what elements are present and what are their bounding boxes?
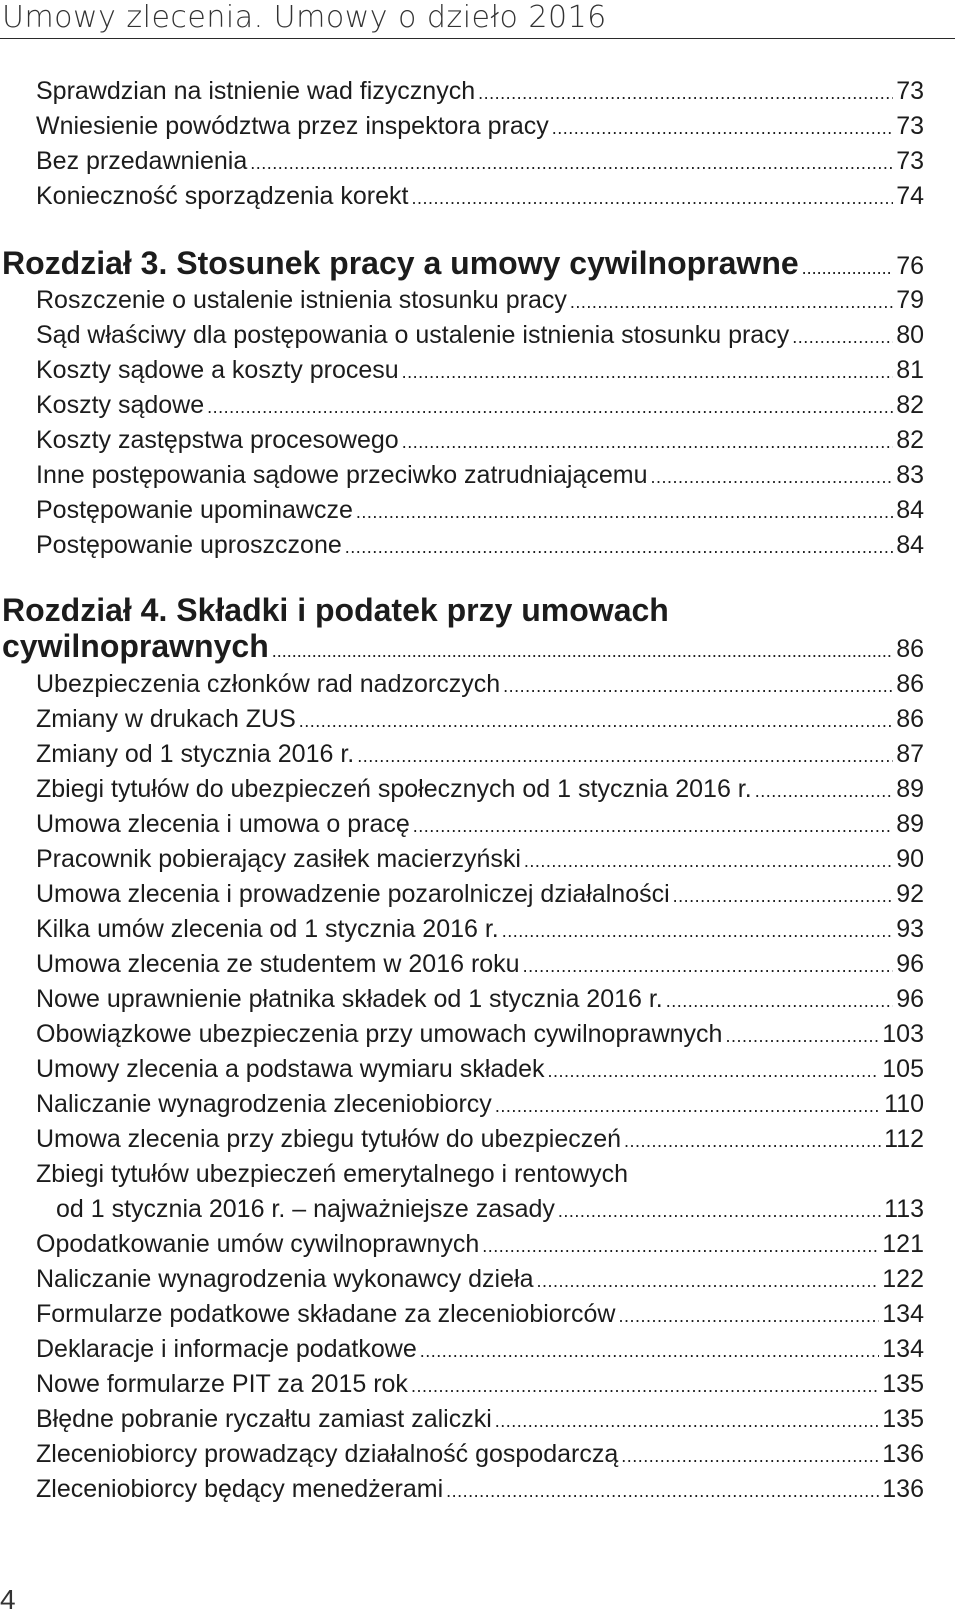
dot-leader: [411, 182, 893, 214]
dot-leader: [411, 1370, 879, 1402]
toc-entry[interactable]: [36, 948, 924, 982]
toc-entry-label: Kilka umów zlecenia od 1 stycznia 2016 r.: [36, 915, 499, 943]
chapter-heading[interactable]: [2, 245, 924, 286]
chapter-page: 86: [896, 635, 924, 663]
toc-entry[interactable]: [36, 913, 924, 947]
toc-entry-page: 105: [882, 1055, 924, 1083]
dot-leader: [272, 633, 893, 669]
chapter-title-line1[interactable]: Rozdział 4. Składki i podatek przy umowach: [2, 592, 669, 628]
toc-entry[interactable]: [36, 1333, 924, 1367]
toc-entry-label: Sąd właściwy dla postępowania o ustalenie istnienia stosunku pracy: [36, 321, 790, 349]
dot-leader: [482, 1230, 879, 1262]
dot-leader: [503, 670, 893, 702]
dot-leader: [402, 356, 894, 388]
toc-entry[interactable]: [36, 1298, 924, 1332]
toc-entry[interactable]: [36, 1368, 924, 1402]
toc-entry[interactable]: [36, 808, 924, 842]
toc-entry[interactable]: [36, 145, 924, 179]
toc-entry-page: 122: [882, 1265, 924, 1293]
toc-entry-label: Inne postępowania sądowe przeciwko zatrudniającemu: [36, 461, 648, 489]
dot-leader: [356, 496, 893, 528]
toc-entry-page: 73: [896, 112, 924, 140]
toc-entry-page: 82: [896, 426, 924, 454]
toc-entry-page: 90: [896, 845, 924, 873]
chapter-title: cywilnoprawnych: [2, 628, 269, 664]
toc-entry-label: Formularze podatkowe składane za zleceniobiorców: [36, 1300, 616, 1328]
dot-leader: [552, 112, 893, 144]
dot-leader: [495, 1405, 880, 1437]
dot-leader: [536, 1265, 879, 1297]
toc-entry-label: Umowy zlecenia a podstawa wymiaru składek: [36, 1055, 545, 1083]
toc-entry-page: 83: [896, 461, 924, 489]
toc-entry-label: Konieczność sporządzenia korekt: [36, 182, 409, 210]
toc-entry[interactable]: [36, 1403, 924, 1437]
toc-entry-page: 136: [882, 1440, 924, 1468]
running-header: [0, 0, 955, 39]
toc-entry[interactable]: [36, 110, 924, 144]
toc-entry-label: Roszczenie o ustalenie istnienia stosunku pracy: [36, 286, 567, 314]
toc-entry-label: Obowiązkowe ubezpieczenia przy umowach cywilnoprawnych: [36, 1020, 723, 1048]
toc-entry-page: 92: [896, 880, 924, 908]
toc-entry-label: Bez przedawnienia: [36, 147, 248, 175]
toc-entry[interactable]: [36, 983, 924, 1017]
toc-entry-label: Naliczanie wynagrodzenia zleceniobiorcy: [36, 1090, 492, 1118]
toc-entry-page: 81: [896, 356, 924, 384]
chapter-heading[interactable]: [2, 628, 924, 669]
toc-entry[interactable]: [36, 668, 924, 702]
toc-entry-label: Koszty sądowe a koszty procesu: [36, 356, 399, 384]
toc-entry[interactable]: [36, 773, 924, 807]
toc-entry[interactable]: [36, 319, 924, 353]
toc-entry-page: 113: [884, 1195, 924, 1223]
toc-entry-page: 134: [882, 1335, 924, 1363]
dot-leader: [495, 1090, 881, 1122]
toc-entry[interactable]: [56, 1193, 924, 1227]
toc-entry-label: Naliczanie wynagrodzenia wykonawcy dzieła: [36, 1265, 534, 1293]
toc-entry-page: 84: [896, 531, 924, 559]
dot-leader: [446, 1475, 879, 1507]
toc-entry-page: 121: [882, 1230, 924, 1258]
toc-entry-page: 136: [882, 1475, 924, 1503]
chapter-page: 76: [896, 252, 924, 280]
toc-entry-page: 86: [896, 705, 924, 733]
toc-entry-page: 96: [896, 985, 924, 1013]
toc-entry[interactable]: [36, 354, 924, 388]
toc-entry[interactable]: [36, 1123, 924, 1157]
dot-leader: [548, 1055, 880, 1087]
toc-entry-label: Zleceniobiorcy prowadzący działalność gospodarczą: [36, 1440, 619, 1468]
toc-entry-page: 73: [896, 147, 924, 175]
toc-entry-label: Nowe formularze PIT za 2015 rok: [36, 1370, 408, 1398]
dot-leader: [725, 1020, 879, 1052]
dot-leader: [345, 531, 893, 563]
toc-entry[interactable]: [36, 459, 924, 493]
toc-entry-label: Umowa zlecenia ze studentem w 2016 roku: [36, 950, 520, 978]
dot-leader: [792, 321, 893, 353]
toc-entry[interactable]: [36, 180, 924, 214]
dot-leader: [250, 147, 893, 179]
toc-entry-page: 112: [884, 1125, 924, 1153]
dot-leader: [413, 810, 893, 842]
toc-entry[interactable]: [36, 75, 924, 109]
toc-entry[interactable]: [36, 1053, 924, 1087]
toc-entry[interactable]: [36, 1088, 924, 1122]
toc-entry-label-line1[interactable]: Zbiegi tytułów ubezpieczeń emerytalnego i rentowych: [36, 1160, 628, 1188]
toc-entry-page: 74: [896, 182, 924, 210]
dot-leader: [755, 775, 893, 807]
toc-entry-label: Umowa zlecenia i prowadzenie pozarolniczej działalności: [36, 880, 670, 908]
toc-entry-page: 135: [882, 1405, 924, 1433]
toc-entry[interactable]: [36, 389, 924, 423]
dot-leader: [502, 915, 893, 947]
toc-entry-label: Sprawdzian na istnienie wad fizycznych: [36, 77, 476, 105]
toc-entry[interactable]: [36, 1018, 924, 1052]
toc-entry[interactable]: [36, 738, 924, 772]
toc-entry[interactable]: [36, 284, 924, 318]
toc-entry-label: Koszty sądowe: [36, 391, 205, 419]
dot-leader: [357, 740, 893, 772]
toc-entry-label: Koszty zastępstwa procesowego: [36, 426, 399, 454]
toc-entry-page: 86: [896, 670, 924, 698]
toc-entry[interactable]: [36, 703, 924, 737]
dot-leader: [558, 1195, 881, 1227]
toc-entry-page: 89: [896, 810, 924, 838]
chapter-title: Rozdział 3. Stosunek pracy a umowy cywilnoprawne: [2, 245, 799, 281]
dot-leader: [666, 985, 893, 1017]
toc-entry-page: 87: [896, 740, 924, 768]
toc-entry[interactable]: [36, 424, 924, 458]
toc-entry-page: 84: [896, 496, 924, 524]
toc-entry[interactable]: [36, 1473, 924, 1507]
dot-leader: [618, 1300, 879, 1332]
running-title: Umowy zlecenia. Umowy o dzieło 2016: [2, 0, 607, 35]
dot-leader: [207, 391, 893, 423]
toc-entry-label: Nowe uprawnienie płatnika składek od 1 stycznia 2016 r.: [36, 985, 663, 1013]
dot-leader: [420, 1335, 880, 1367]
toc-entry[interactable]: [36, 843, 924, 877]
toc-entry-page: 79: [896, 286, 924, 314]
toc-entry-label: Opodatkowanie umów cywilnoprawnych: [36, 1230, 480, 1258]
toc-entry[interactable]: [36, 1438, 924, 1472]
toc-entry-label: Postępowanie upominawcze: [36, 496, 353, 524]
toc-entry-page: 103: [882, 1020, 924, 1048]
toc-entry-label: Postępowanie uproszczone: [36, 531, 342, 559]
dot-leader: [673, 880, 894, 912]
toc-entry-label: Wniesienie powództwa przez inspektora pracy: [36, 112, 549, 140]
dot-leader: [402, 426, 894, 458]
toc-entry-label: Błędne pobranie ryczałtu zamiast zaliczki: [36, 1405, 492, 1433]
dot-leader: [570, 286, 893, 318]
dot-leader: [650, 461, 893, 493]
dot-leader: [624, 1125, 881, 1157]
toc-entry-page: 89: [896, 775, 924, 803]
toc-entry[interactable]: [36, 1263, 924, 1297]
toc-entry-label: Zmiany od 1 stycznia 2016 r.: [36, 740, 355, 768]
page-number: 4: [0, 1584, 16, 1615]
toc-entry-page: 93: [896, 915, 924, 943]
toc-entry-page: 73: [896, 77, 924, 105]
toc-entry-label: Ubezpieczenia członków rad nadzorczych: [36, 670, 501, 698]
dot-leader: [478, 77, 893, 109]
toc-entry[interactable]: [36, 1228, 924, 1262]
toc-entry-label: Zmiany w drukach ZUS: [36, 705, 296, 733]
dot-leader: [523, 950, 894, 982]
toc-entry-label: Zbiegi tytułów do ubezpieczeń społecznych od 1 stycznia 2016 r.: [36, 775, 752, 803]
toc-entry-page: 96: [896, 950, 924, 978]
toc-entry[interactable]: [36, 494, 924, 528]
dot-leader: [802, 250, 894, 286]
toc-entry[interactable]: [36, 878, 924, 912]
dot-leader: [299, 705, 893, 737]
toc-entry-page: 110: [884, 1090, 924, 1118]
toc-entry-label: od 1 stycznia 2016 r. – najważniejsze zasady: [56, 1195, 555, 1223]
toc-entry-label: Deklaracje i informacje podatkowe: [36, 1335, 417, 1363]
toc-entry[interactable]: [36, 529, 924, 563]
toc-entry-page: 80: [896, 321, 924, 349]
toc-entry-page: 135: [882, 1370, 924, 1398]
toc-entry-label: Umowa zlecenia i umowa o pracę: [36, 810, 410, 838]
toc-entry-page: 82: [896, 391, 924, 419]
toc-entry-label: Zleceniobiorcy będący menedżerami: [36, 1475, 444, 1503]
toc-entry-label: Pracownik pobierający zasiłek macierzyński: [36, 845, 521, 873]
dot-leader: [524, 845, 893, 877]
dot-leader: [621, 1440, 879, 1472]
toc-entry-label: Umowa zlecenia przy zbiegu tytułów do ubezpieczeń: [36, 1125, 622, 1153]
toc-entry-page: 134: [882, 1300, 924, 1328]
